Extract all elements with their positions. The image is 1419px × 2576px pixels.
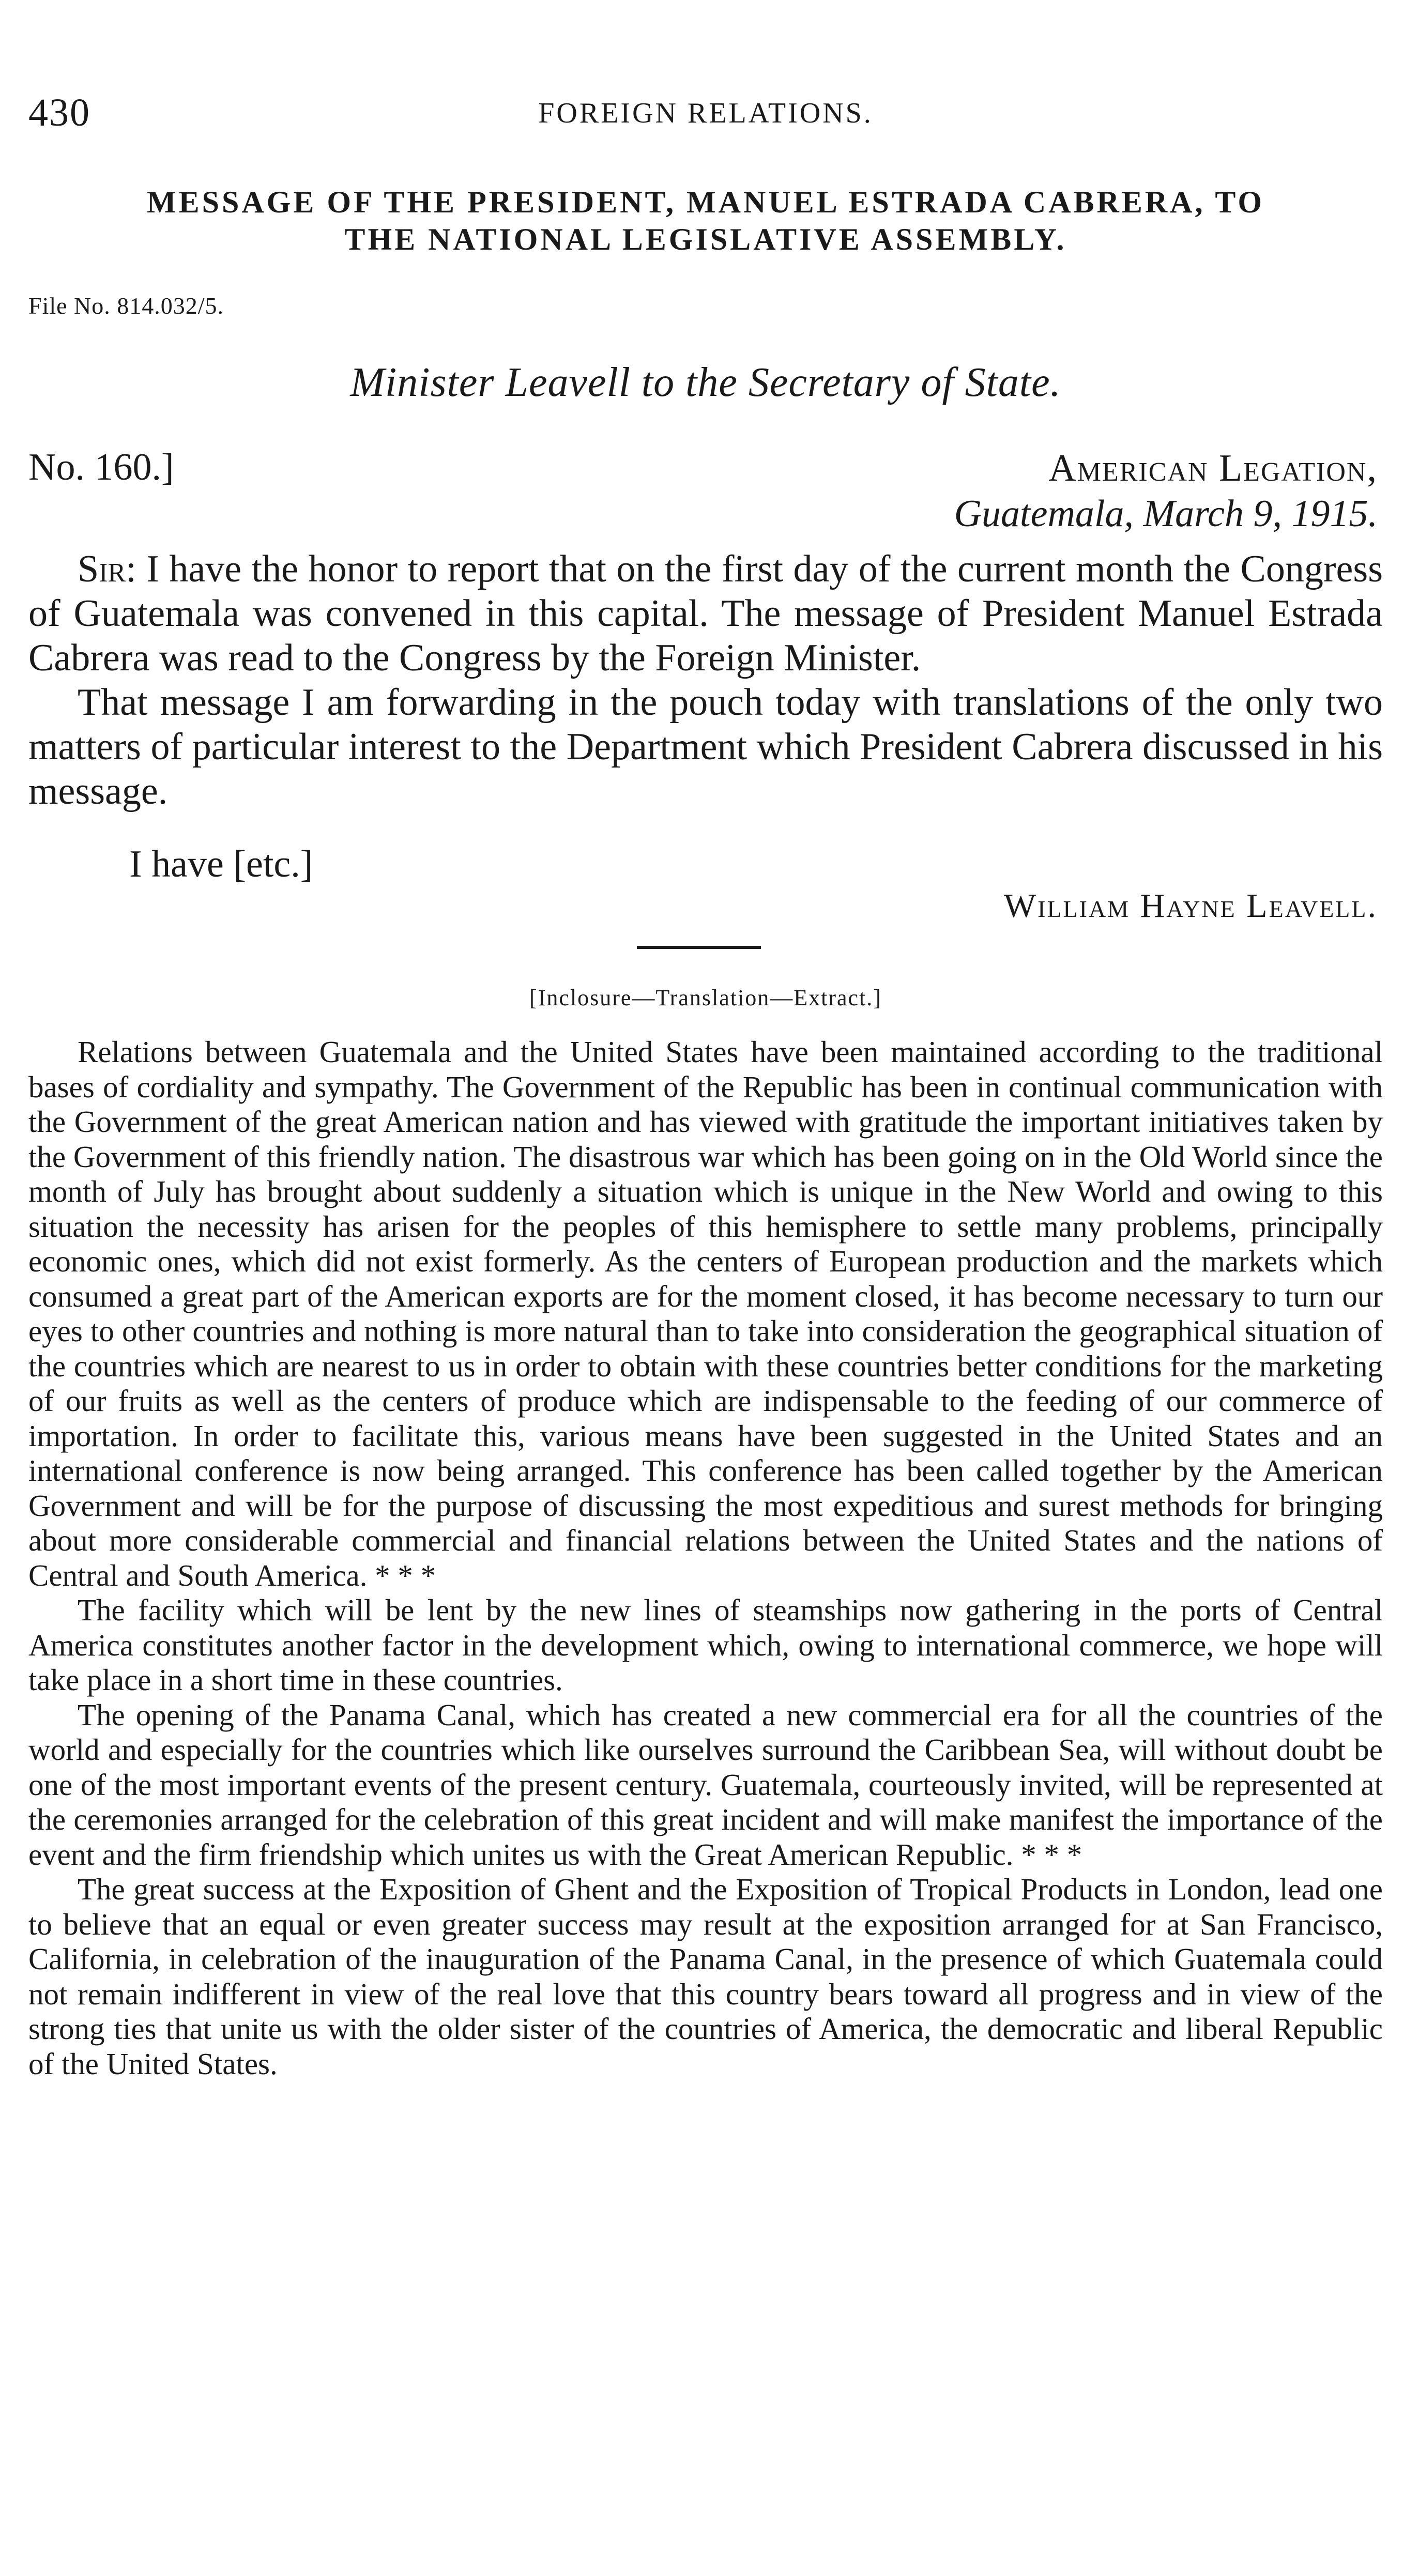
- section-heading: [28, 183, 1383, 258]
- dispatch-date: Guatemala, March 9, 1915.: [954, 493, 1378, 535]
- letter-paragraph-1-text: : I have the honor to report that on the first day of the current month the Congress of Guatemala was convened in this capital. The message of President Manuel Estrada Cabrera was read to the Congress by the Foreign Minister.: [28, 548, 1383, 679]
- dispatch-number: No. 160.]: [28, 446, 174, 488]
- running-head: [28, 90, 1383, 137]
- section-heading-line-2: THE NATIONAL LEGISLATIVE ASSEMBLY.: [344, 222, 1067, 256]
- section-divider: [637, 946, 761, 949]
- inclosure-paragraph: The great success at the Exposition of Ghent and the Exposition of Tropical Products in London, lead one to believe that an equal or even greater success may result at the exposition arranged for at San Francisco, California, in celebration of the inauguration of the Panama Canal, in the presence of which Guatemala could not remain indifferent in view of the real love that this country bears toward all progress and in view of the strong ties that unite us with the older sister of the countries of America, the democratic and liberal Republic of the United States.: [28, 1872, 1383, 2081]
- letter-paragraph: [28, 547, 1383, 680]
- inclosure-body: [28, 1035, 1383, 2081]
- section-heading-line-1: MESSAGE OF THE PRESIDENT, MANUEL ESTRADA CABRERA, TO: [146, 185, 1265, 219]
- page-number: 430: [28, 91, 90, 134]
- running-title: FOREIGN RELATIONS.: [538, 97, 873, 129]
- letter-closing: I have [etc.]: [129, 843, 313, 885]
- letter-body: [28, 547, 1383, 814]
- file-number: File No. 814.032/5.: [28, 293, 224, 319]
- dispatch-origin: [954, 446, 1378, 536]
- inclosure-paragraph: Relations between Guatemala and the United States have been maintained according to the traditional bases of cordiality and sympathy. The Government of the Republic has been in continual communication with the Government of the great American nation and has viewed with gratitude the important initiatives taken by the Government of this friendly nation. The disastrous war which has been going on in the Old World since the month of July has brought about suddenly a situation which is unique in the New World and owing to this situation the necessity has arisen for the peoples of this hemisphere to settle many problems, principally economic ones, which did not exist formerly. As the centers of European production and the markets which consumed a great part of the American exports are for the moment closed, it has become necessary to turn our eyes to other countries and nothing is more natural than to take into consideration the geographical situation of the countries which are nearest to us in order to obtain with these countries better conditions for the marketing of our fruits as well as the centers of produce which are indispensable to the feeding of our commerce of importation. In order to facilitate this, various means have been suggested in the United States and an international conference is now being arranged. This conference has been called together by the American Government and will be for the purpose of discussing the most expeditious and surest methods for bringing about more considerable commercial and financial relations between the United States and the nations of Central and South America. * * *: [28, 1035, 1383, 1592]
- inclosure-paragraph: The opening of the Panama Canal, which has created a new commercial era for all the countries of the world and especially for the countries which like ourselves surround the Caribbean Sea, will without doubt be one of the most important events of the present century. Guatemala, courteously invited, will be represented at the ceremonies arranged for the celebration of this great incident and will make manifest the importance of the event and the firm friendship which unites us with the Great American Republic. * * *: [28, 1697, 1383, 1872]
- document-title: Minister Leavell to the Secretary of State.: [350, 360, 1061, 405]
- letter-paragraph: That message I am forwarding in the pouch today with translations of the only two matters of particular interest to the Department which President Cabrera discussed in his message.: [28, 681, 1383, 812]
- dispatch-place: American Legation,: [1048, 447, 1378, 489]
- signature: William Hayne Leavell.: [1003, 887, 1378, 925]
- salutation: Sir: [78, 548, 126, 590]
- inclosure-paragraph: The facility which will be lent by the new lines of steamships now gathering in the ports of Central America constitutes another factor in the development which, owing to international commerce, we hope will take place in a short time in these countries.: [28, 1593, 1383, 1697]
- inclosure-label: [Inclosure—Translation—Extract.]: [529, 985, 882, 1010]
